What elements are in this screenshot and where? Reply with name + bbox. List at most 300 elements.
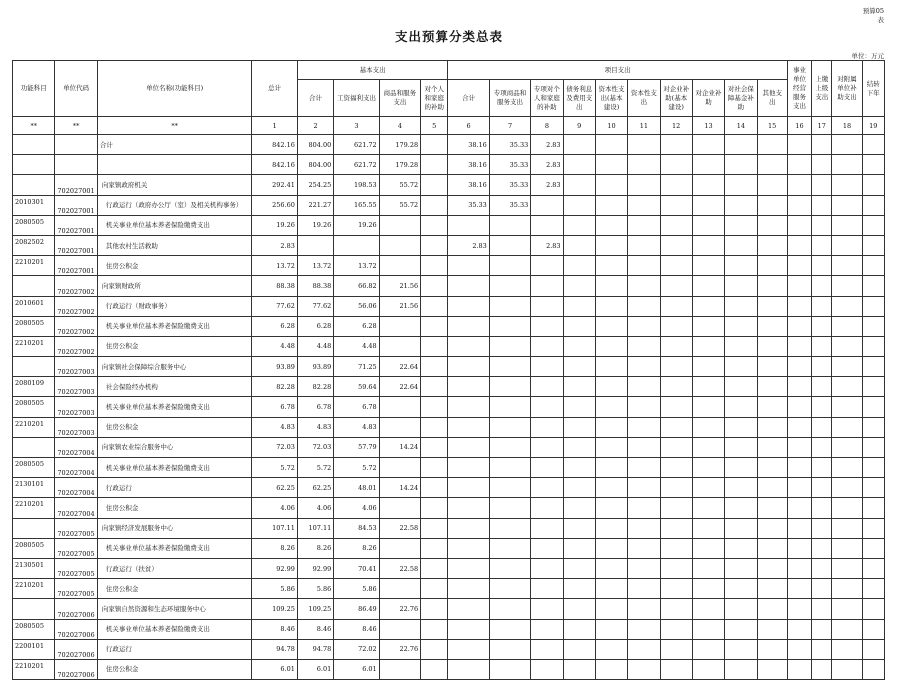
table-body — [13, 135, 885, 680]
index-cell: 16 — [787, 117, 811, 135]
amount-cell — [563, 336, 595, 356]
amount-cell — [448, 538, 489, 558]
func-code-cell: 2010301 — [13, 195, 55, 215]
amount-cell — [812, 316, 832, 336]
amount-cell — [787, 417, 811, 437]
header-tail-3: 结转下年 — [862, 61, 884, 117]
amount-cell — [563, 518, 595, 538]
amount-cell — [757, 195, 787, 215]
amount-cell: 14.24 — [379, 478, 420, 498]
amount-cell — [862, 478, 884, 498]
amount-cell: 4.06 — [297, 498, 333, 518]
amount-cell — [379, 256, 420, 276]
amount-cell — [862, 417, 884, 437]
unit-name-cell: 住房公积金 — [97, 256, 252, 276]
header-tail-2: 对附属单位补助支出 — [832, 61, 862, 117]
amount-cell — [812, 256, 832, 276]
header-basic-group: 基本支出 — [297, 61, 448, 80]
amount-cell — [660, 498, 692, 518]
table-row — [13, 639, 885, 659]
amount-cell — [660, 518, 692, 538]
amount-cell — [660, 619, 692, 639]
amount-cell: 5.86 — [334, 579, 379, 599]
amount-cell — [787, 256, 811, 276]
amount-cell — [628, 397, 660, 417]
func-code-cell: 2080505 — [13, 538, 55, 558]
index-cell: 1 — [252, 117, 297, 135]
amount-cell — [757, 538, 787, 558]
unit-code-cell: 702027001 — [55, 256, 97, 276]
amount-cell — [628, 175, 660, 195]
amount-cell — [421, 155, 448, 175]
amount-cell: 35.33 — [489, 135, 530, 155]
amount-cell: 109.25 — [252, 599, 297, 619]
unit-code-cell: 702027003 — [55, 377, 97, 397]
amount-cell — [725, 498, 757, 518]
index-cell: 12 — [660, 117, 692, 135]
amount-cell: 4.83 — [297, 417, 333, 437]
amount-cell: 59.64 — [334, 377, 379, 397]
amount-cell: 14.24 — [379, 437, 420, 457]
amount-cell: 82.28 — [252, 377, 297, 397]
amount-cell — [660, 478, 692, 498]
index-row — [13, 117, 885, 135]
amount-cell — [692, 417, 724, 437]
amount-cell — [692, 296, 724, 316]
amount-cell — [862, 518, 884, 538]
amount-cell — [787, 377, 811, 397]
amount-cell — [421, 579, 448, 599]
amount-cell — [489, 518, 530, 538]
amount-cell — [812, 276, 832, 296]
amount-cell — [725, 135, 757, 155]
amount-cell — [692, 458, 724, 478]
amount-cell — [692, 135, 724, 155]
amount-cell — [421, 316, 448, 336]
amount-cell — [660, 397, 692, 417]
amount-cell — [448, 397, 489, 417]
amount-cell — [421, 437, 448, 457]
amount-cell — [421, 599, 448, 619]
amount-cell — [563, 478, 595, 498]
amount-cell — [489, 619, 530, 639]
table-row — [13, 599, 885, 619]
amount-cell — [862, 235, 884, 255]
amount-cell — [563, 397, 595, 417]
table-row — [13, 377, 885, 397]
amount-cell: 72.02 — [334, 639, 379, 659]
func-code-cell — [13, 276, 55, 296]
header-project-0: 合计 — [448, 80, 489, 117]
amount-cell — [832, 538, 862, 558]
amount-cell — [725, 276, 757, 296]
amount-cell — [692, 558, 724, 578]
amount-cell: 38.16 — [448, 175, 489, 195]
amount-cell: 35.33 — [489, 155, 530, 175]
amount-cell: 2.83 — [531, 135, 563, 155]
header-project-4: 资本性支出(基本建设) — [595, 80, 627, 117]
amount-cell — [595, 316, 627, 336]
amount-cell — [692, 498, 724, 518]
amount-cell — [421, 377, 448, 397]
amount-cell: 2.83 — [531, 175, 563, 195]
amount-cell — [563, 175, 595, 195]
amount-cell — [787, 599, 811, 619]
amount-cell — [832, 235, 862, 255]
unit-name-cell: 向家镇财政所 — [97, 276, 252, 296]
amount-cell — [489, 458, 530, 478]
unit-code-cell — [55, 135, 97, 155]
index-cell: 2 — [297, 117, 333, 135]
amount-cell — [812, 558, 832, 578]
table-row — [13, 276, 885, 296]
amount-cell — [531, 215, 563, 235]
amount-cell — [832, 397, 862, 417]
amount-cell — [660, 256, 692, 276]
amount-cell: 70.41 — [334, 558, 379, 578]
amount-cell — [489, 558, 530, 578]
amount-cell — [725, 235, 757, 255]
amount-cell — [692, 639, 724, 659]
amount-cell — [757, 235, 787, 255]
amount-cell — [725, 518, 757, 538]
amount-cell — [787, 235, 811, 255]
amount-cell — [757, 316, 787, 336]
header-basic-1: 工资福利支出 — [334, 80, 379, 117]
amount-cell — [832, 296, 862, 316]
amount-cell — [787, 357, 811, 377]
amount-cell — [563, 538, 595, 558]
amount-cell — [379, 417, 420, 437]
index-cell: ** — [13, 117, 55, 135]
amount-cell — [660, 215, 692, 235]
amount-cell — [812, 538, 832, 558]
amount-cell — [563, 276, 595, 296]
amount-cell — [692, 155, 724, 175]
page-title: 支出预算分类总表 — [394, 29, 503, 44]
table-row — [13, 215, 885, 235]
amount-cell — [595, 518, 627, 538]
amount-cell — [489, 316, 530, 336]
amount-cell — [725, 659, 757, 679]
amount-cell — [595, 215, 627, 235]
amount-cell: 2.83 — [531, 155, 563, 175]
unit-name-cell: 住房公积金 — [97, 498, 252, 518]
amount-cell — [531, 579, 563, 599]
amount-cell — [595, 235, 627, 255]
amount-cell: 292.41 — [252, 175, 297, 195]
amount-cell — [812, 639, 832, 659]
amount-cell — [725, 195, 757, 215]
unit-code-cell: 702027003 — [55, 397, 97, 417]
amount-cell — [692, 175, 724, 195]
amount-cell — [862, 397, 884, 417]
amount-cell — [379, 538, 420, 558]
table-row — [13, 256, 885, 276]
unit-code-cell: 702027001 — [55, 215, 97, 235]
func-code-cell — [13, 357, 55, 377]
amount-cell — [595, 175, 627, 195]
amount-cell — [531, 478, 563, 498]
amount-cell — [660, 458, 692, 478]
unit-name-cell: 住房公积金 — [97, 417, 252, 437]
amount-cell — [757, 498, 787, 518]
amount-cell — [595, 579, 627, 599]
unit-code-cell: 702027005 — [55, 538, 97, 558]
unit-name-cell: 行政运行 — [97, 478, 252, 498]
amount-cell — [692, 377, 724, 397]
amount-cell — [595, 458, 627, 478]
amount-cell: 35.33 — [489, 195, 530, 215]
amount-cell — [787, 296, 811, 316]
header-project-6: 对企业补助(基本建设) — [660, 80, 692, 117]
amount-cell: 62.25 — [252, 478, 297, 498]
func-code-cell: 2080505 — [13, 397, 55, 417]
amount-cell — [787, 336, 811, 356]
amount-cell: 22.64 — [379, 377, 420, 397]
table-row — [13, 336, 885, 356]
amount-cell: 5.72 — [252, 458, 297, 478]
amount-cell — [448, 458, 489, 478]
amount-cell — [692, 437, 724, 457]
amount-cell: 6.78 — [297, 397, 333, 417]
amount-cell — [421, 619, 448, 639]
amount-cell — [862, 276, 884, 296]
amount-cell — [595, 659, 627, 679]
amount-cell — [628, 558, 660, 578]
amount-cell: 92.99 — [252, 558, 297, 578]
amount-cell — [563, 498, 595, 518]
func-code-cell: 2210201 — [13, 417, 55, 437]
amount-cell — [379, 397, 420, 417]
amount-cell — [628, 659, 660, 679]
amount-cell — [787, 478, 811, 498]
unit-code-cell: 702027005 — [55, 558, 97, 578]
amount-cell: 4.48 — [252, 336, 297, 356]
amount-cell: 179.28 — [379, 155, 420, 175]
amount-cell — [725, 538, 757, 558]
header-basic-2: 商品和服务支出 — [379, 80, 420, 117]
amount-cell: 4.48 — [297, 336, 333, 356]
amount-cell — [692, 659, 724, 679]
amount-cell — [489, 639, 530, 659]
amount-cell — [862, 377, 884, 397]
amount-cell — [757, 437, 787, 457]
amount-cell — [531, 296, 563, 316]
amount-cell — [531, 599, 563, 619]
amount-cell: 6.01 — [297, 659, 333, 679]
amount-cell: 842.16 — [252, 135, 297, 155]
amount-cell — [757, 357, 787, 377]
unit-name-cell: 向家镇自然资源和生态环境服务中心 — [97, 599, 252, 619]
amount-cell — [448, 256, 489, 276]
header-project-3: 债务利息及费用支出 — [563, 80, 595, 117]
amount-cell — [660, 377, 692, 397]
amount-cell — [563, 458, 595, 478]
amount-cell — [725, 215, 757, 235]
amount-cell — [787, 619, 811, 639]
amount-cell — [660, 558, 692, 578]
unit-code-cell — [55, 155, 97, 175]
amount-cell — [563, 599, 595, 619]
amount-cell — [725, 478, 757, 498]
amount-cell — [692, 276, 724, 296]
table-row — [13, 357, 885, 377]
table-row — [13, 175, 885, 195]
amount-cell — [628, 417, 660, 437]
func-code-cell: 2200101 — [13, 639, 55, 659]
amount-cell: 93.89 — [297, 357, 333, 377]
amount-cell: 4.83 — [334, 417, 379, 437]
amount-cell: 72.03 — [297, 437, 333, 457]
unit-name-cell: 机关事业单位基本养老保险缴费支出 — [97, 316, 252, 336]
unit-name-cell: 合计 — [97, 135, 252, 155]
amount-cell — [628, 639, 660, 659]
amount-cell: 94.78 — [252, 639, 297, 659]
amount-cell — [787, 276, 811, 296]
amount-cell — [832, 458, 862, 478]
func-code-cell: 2080505 — [13, 458, 55, 478]
amount-cell — [832, 336, 862, 356]
amount-cell: 5.86 — [297, 579, 333, 599]
amount-cell: 35.33 — [489, 175, 530, 195]
amount-cell — [595, 417, 627, 437]
unit-name-cell: 向家镇经济发展服务中心 — [97, 518, 252, 538]
table-row — [13, 659, 885, 679]
amount-cell — [692, 579, 724, 599]
amount-cell: 8.26 — [252, 538, 297, 558]
amount-cell — [725, 377, 757, 397]
table-row — [13, 558, 885, 578]
unit-code-cell: 702027005 — [55, 579, 97, 599]
amount-cell — [692, 538, 724, 558]
amount-cell — [595, 498, 627, 518]
func-code-cell: 2130501 — [13, 558, 55, 578]
index-cell: 7 — [489, 117, 530, 135]
amount-cell — [531, 316, 563, 336]
header-tail-1: 上缴上级支出 — [812, 61, 832, 117]
amount-cell — [595, 639, 627, 659]
amount-cell — [812, 518, 832, 538]
amount-cell: 2.83 — [531, 235, 563, 255]
amount-cell — [448, 478, 489, 498]
amount-cell — [692, 336, 724, 356]
form-number-line2: 表 — [877, 16, 884, 24]
amount-cell — [628, 579, 660, 599]
amount-cell — [563, 316, 595, 336]
unit-code-cell: 702027006 — [55, 599, 97, 619]
amount-cell — [531, 276, 563, 296]
amount-cell: 2.83 — [252, 235, 297, 255]
amount-cell — [531, 538, 563, 558]
amount-cell — [862, 498, 884, 518]
amount-cell — [628, 377, 660, 397]
amount-cell — [379, 316, 420, 336]
unit-name-cell: 行政运行（政府办公厅（室）及相关机构事务） — [97, 195, 252, 215]
unit-name-cell: 机关事业单位基本养老保险缴费支出 — [97, 397, 252, 417]
amount-cell — [489, 437, 530, 457]
header-project-8: 对社会保障基金补助 — [725, 80, 757, 117]
amount-cell — [757, 256, 787, 276]
amount-cell — [725, 458, 757, 478]
header-code: 单位代码 — [55, 61, 97, 117]
amount-cell — [812, 215, 832, 235]
amount-cell — [421, 357, 448, 377]
amount-cell — [595, 538, 627, 558]
amount-cell: 4.06 — [252, 498, 297, 518]
amount-cell: 107.11 — [252, 518, 297, 538]
func-code-cell: 2210201 — [13, 336, 55, 356]
amount-cell — [489, 498, 530, 518]
amount-cell — [628, 437, 660, 457]
amount-cell: 804.00 — [297, 135, 333, 155]
table-row — [13, 478, 885, 498]
amount-cell: 8.46 — [297, 619, 333, 639]
header-project-5: 资本性支出 — [628, 80, 660, 117]
amount-cell — [448, 215, 489, 235]
amount-cell — [421, 417, 448, 437]
header-name: 单位名称(功能科目) — [97, 61, 252, 117]
amount-cell — [628, 135, 660, 155]
amount-cell — [448, 498, 489, 518]
amount-cell — [563, 558, 595, 578]
amount-cell — [595, 478, 627, 498]
amount-cell: 86.49 — [334, 599, 379, 619]
amount-cell — [692, 357, 724, 377]
amount-cell: 2.83 — [448, 235, 489, 255]
func-code-cell: 2130101 — [13, 478, 55, 498]
amount-cell: 77.62 — [252, 296, 297, 316]
amount-cell — [563, 417, 595, 437]
amount-cell — [628, 357, 660, 377]
func-code-cell: 2080505 — [13, 215, 55, 235]
amount-cell: 72.03 — [252, 437, 297, 457]
amount-cell — [725, 639, 757, 659]
table-row — [13, 155, 885, 175]
amount-cell: 5.72 — [334, 458, 379, 478]
amount-cell — [832, 478, 862, 498]
amount-cell: 22.58 — [379, 558, 420, 578]
amount-cell — [563, 195, 595, 215]
amount-cell — [531, 498, 563, 518]
table-row — [13, 135, 885, 155]
amount-cell — [531, 417, 563, 437]
amount-cell — [692, 599, 724, 619]
amount-cell — [757, 659, 787, 679]
index-cell: ** — [97, 117, 252, 135]
amount-cell — [628, 296, 660, 316]
unit-name-cell: 向家镇社会保障综合服务中心 — [97, 357, 252, 377]
amount-cell — [725, 619, 757, 639]
amount-cell — [787, 498, 811, 518]
amount-cell: 8.46 — [252, 619, 297, 639]
amount-cell — [531, 397, 563, 417]
func-code-cell: 2210201 — [13, 659, 55, 679]
amount-cell — [628, 235, 660, 255]
amount-cell — [757, 558, 787, 578]
amount-cell — [862, 639, 884, 659]
amount-cell — [595, 195, 627, 215]
amount-cell — [692, 518, 724, 538]
amount-cell — [832, 437, 862, 457]
amount-cell — [812, 155, 832, 175]
amount-cell — [489, 599, 530, 619]
amount-cell — [421, 336, 448, 356]
amount-cell — [448, 619, 489, 639]
amount-cell — [563, 215, 595, 235]
amount-cell — [812, 579, 832, 599]
amount-cell — [862, 458, 884, 478]
